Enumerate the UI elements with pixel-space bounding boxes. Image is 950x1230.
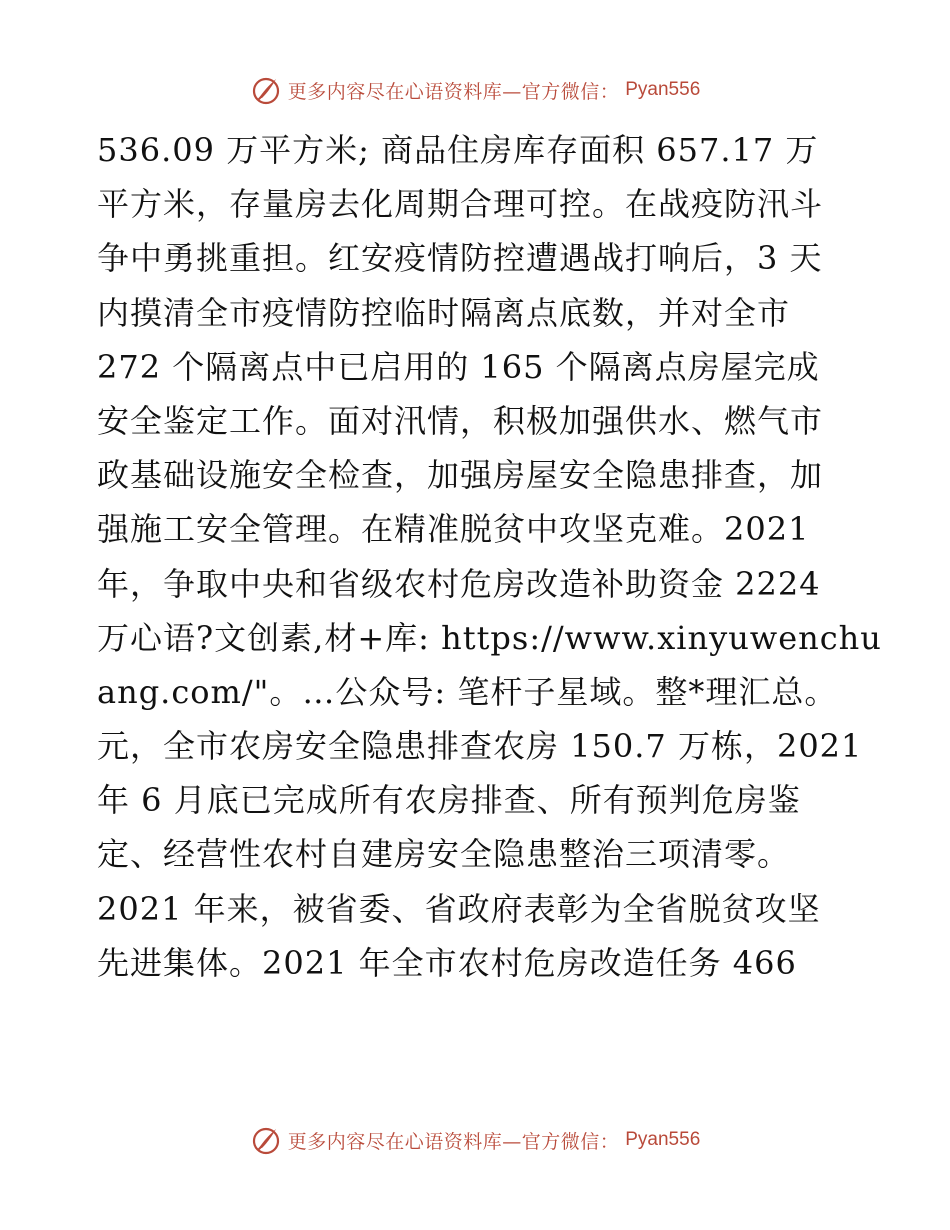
text-line: 536.09 万平方米; 商品住房库存面积 657.17 万 [97,131,819,169]
text-line: 争中勇挑重担。红安疫情防控遭遇战打响后，3 天 [97,239,823,278]
text-line: 内摸清全市疫情防控临时隔离点底数，并对全市 [97,293,791,332]
banner-text: 更多内容尽在心语资料库—官方微信： [287,1130,620,1153]
text-line: 安全鉴定工作。面对汛情，积极加强供水、燃气市 [97,401,824,440]
quill-logo-icon [250,74,282,106]
text-line: 定、经营性农村自建房安全隐患整治三项清零。 [97,835,791,874]
wechat-id: Pyan556 [625,79,701,100]
text-line: 2021 年来，被省委、省政府表彰为全省脱贫攻坚 [97,889,821,928]
text-line: 万心语?文创素,材+库: https://www.xinyuwenchu [97,618,882,657]
text-line: 元，全市农房安全隐患排查农房 150.7 万栋，2021 [97,727,863,766]
text-line: 年，争取中央和省级农村危房改造补助资金 2224 [97,564,821,603]
footer-banner [0,1120,950,1160]
text-line: 强施工安全管理。在精准脱贫中攻坚克难。2021 [97,510,810,549]
text-line: 272 个隔离点中已启用的 165 个隔离点房屋完成 [97,347,820,386]
text-line: 政基础设施安全检查，加强房屋安全隐患排查，加 [97,456,824,495]
wechat-id: Pyan556 [625,1129,701,1150]
header-banner [0,70,950,110]
document-body [97,123,882,990]
quill-logo-icon [250,1124,282,1156]
text-line: 平方米，存量房去化周期合理可控。在战疫防汛斗 [97,185,824,224]
text-line: 先进集体。2021 年全市农村危房改造任务 466 [97,943,797,982]
banner-text: 更多内容尽在心语资料库—官方微信： [287,80,620,103]
text-line: ang.com/"。…公众号: 笔杆子星域。整*理汇总。 [97,672,838,711]
text-line: 年 6 月底已完成所有农房排查、所有预判危房鉴 [97,781,801,820]
